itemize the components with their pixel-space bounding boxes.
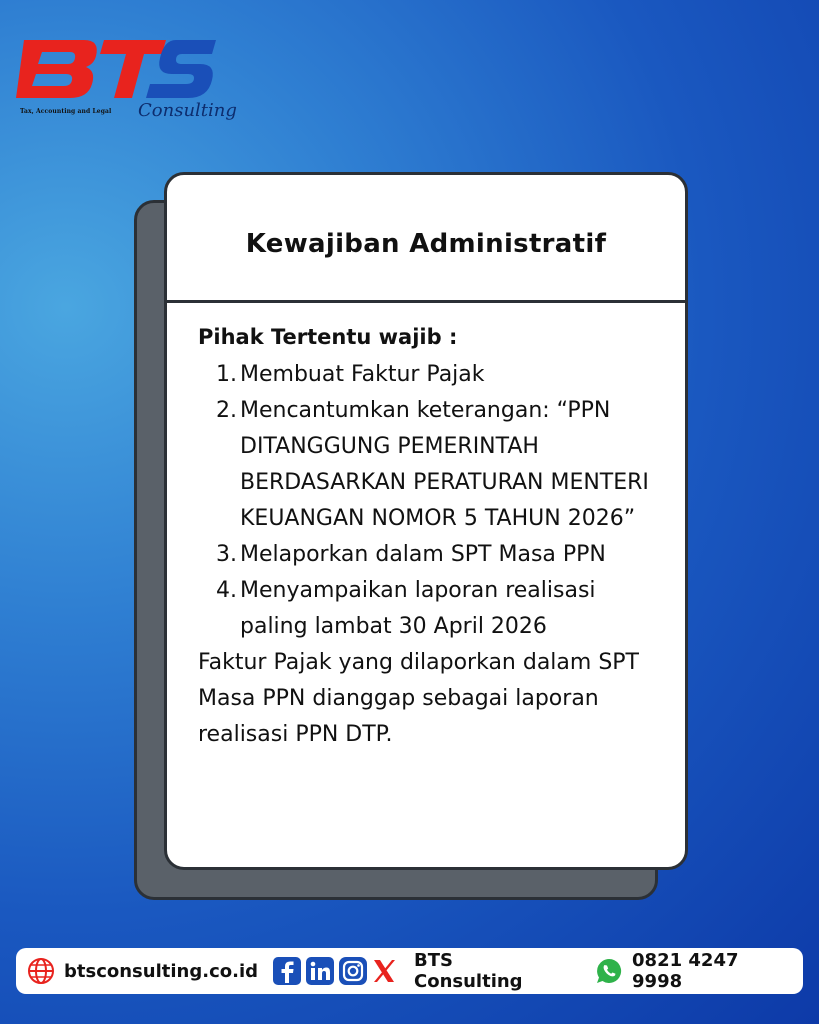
bts-logo-mark [16,36,216,106]
globe-icon [26,956,56,986]
card-title: Kewajiban Administratif [245,228,607,259]
list-item-number: 1. [216,362,237,387]
website-link[interactable]: btsconsulting.co.id [64,960,258,982]
list-item-text: Menyampaikan laporan realisasi paling lambat 30 April 2026 [240,578,596,639]
instagram-icon[interactable] [338,956,368,986]
list-item-number: 3. [216,542,237,567]
list-item-number: 2. [216,398,237,423]
list-item [198,357,657,393]
list-item-text: Membuat Faktur Pajak [240,362,485,387]
card-closing-text: Faktur Pajak yang dilaporkan dalam SPT Masa PPN dianggap sebagai laporan realisasi PPN DTP. [198,650,639,747]
card-header [167,175,685,303]
obligation-list [198,357,657,645]
card-body [167,303,685,753]
x-icon[interactable] [371,956,397,986]
list-item-number: 4. [216,578,237,603]
whatsapp-icon [594,956,624,986]
list-item-text: Mencantumkan keterangan: “PPN DITANGGUNG PEMERINTAH BERDASARKAN PERATURAN MENTERI KEUANGAN NOMOR 5 TAHUN 2026” [240,398,649,531]
social-icons [272,956,400,986]
linkedin-icon[interactable] [305,956,335,986]
card-intro: Pihak Tertentu wajib : [198,325,458,349]
list-item [198,393,657,537]
phone-number[interactable]: 0821 4247 9998 [632,950,739,992]
social-account-name[interactable]: BTS Consulting [414,950,523,992]
list-item-text: Melaporkan dalam SPT Masa PPN [240,542,606,567]
footer-bar [16,948,803,994]
facebook-icon[interactable] [272,956,302,986]
list-item [198,537,657,573]
list-item [198,573,657,645]
logo-consulting-text: Consulting [138,100,237,121]
logo-tagline: Tax, Accounting and Legal [20,108,112,115]
info-card [164,172,688,870]
